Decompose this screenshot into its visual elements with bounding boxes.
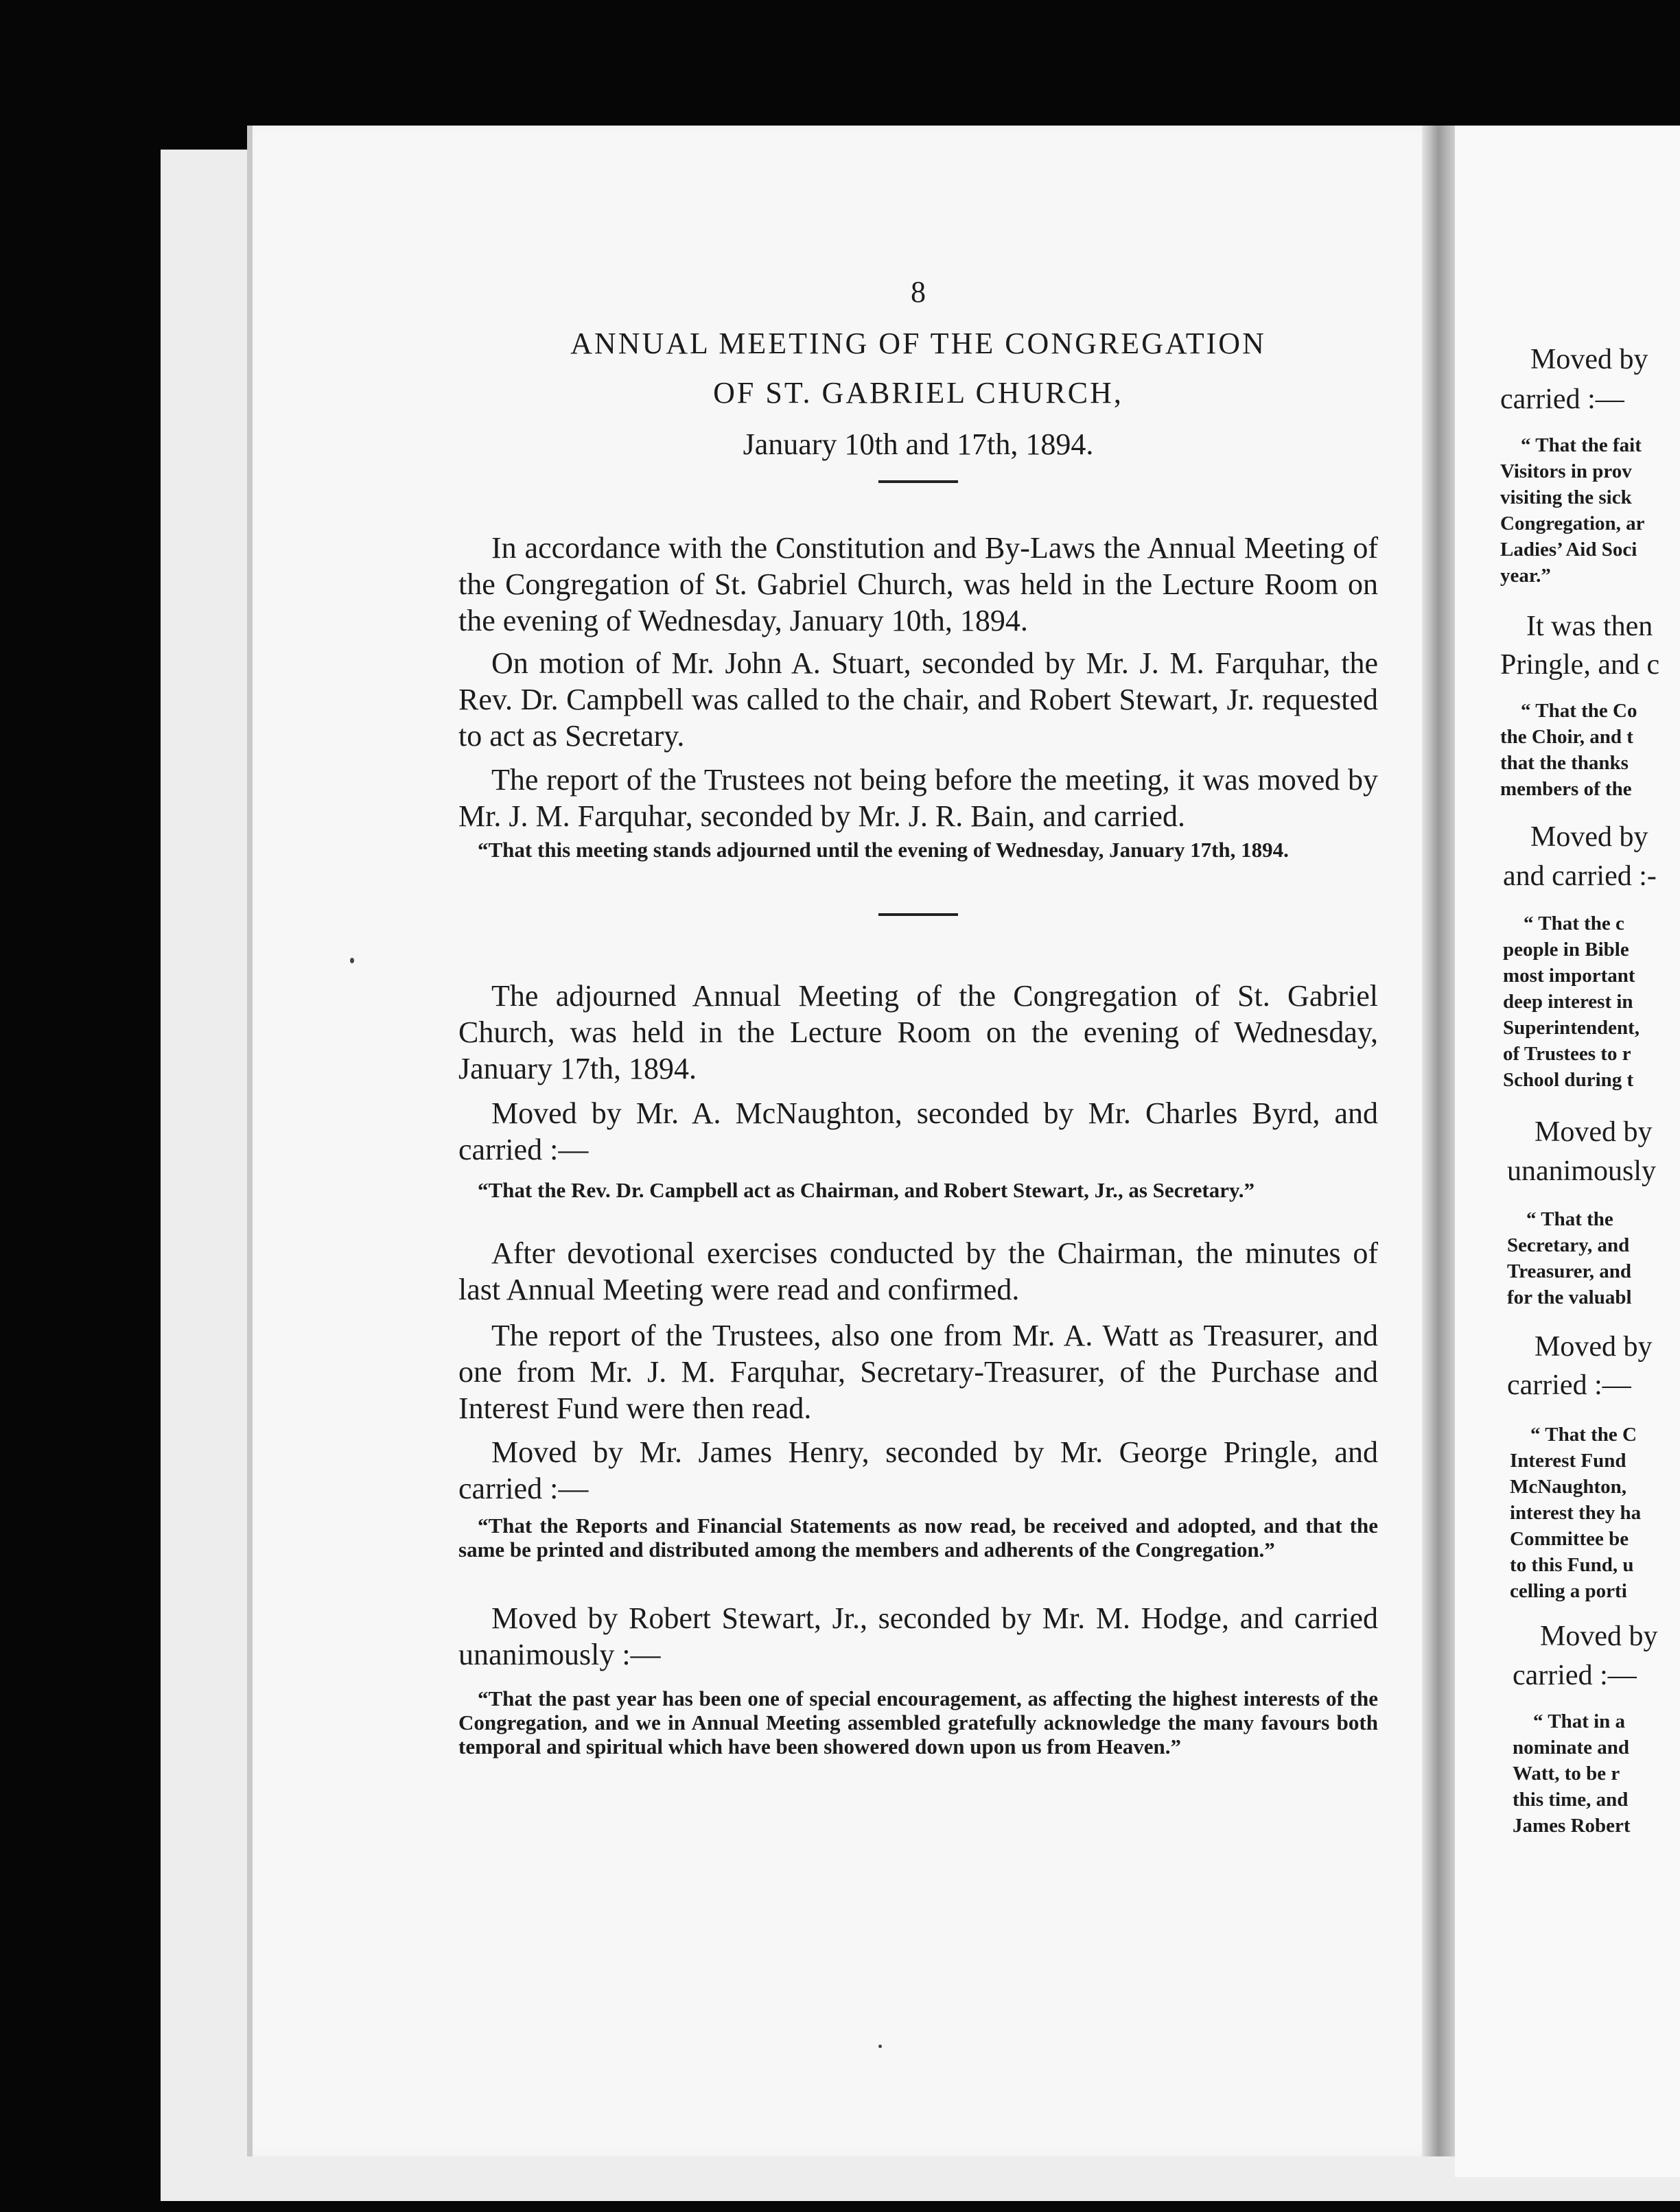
right-page-fragment — [1455, 126, 1680, 2177]
right-line: to this Fund, u — [1510, 1554, 1634, 1576]
paragraph-devotional: After devotional exercises conducted by the Chairman, the minutes of last Annual Meeting were read and confirmed. — [458, 1236, 1378, 1306]
right-line: interest they ha — [1510, 1502, 1642, 1524]
right-line: celling a porti — [1510, 1580, 1627, 1602]
right-line: of Trustees to r — [1503, 1043, 1631, 1065]
right-line: members of the — [1500, 778, 1632, 800]
right-line: for the valuabl — [1507, 1286, 1632, 1308]
right-line: Congregation, ar — [1500, 513, 1645, 534]
paragraph-motion-mcnaughton: Moved by Mr. A. McNaughton, seconded by Mr. Charles Byrd, and carried :— — [458, 1096, 1378, 1166]
left-page — [247, 126, 1460, 2156]
right-line: people in Bible — [1503, 939, 1629, 961]
right-line: carried :— — [1513, 1660, 1637, 1691]
paragraph-chair-motion: On motion of Mr. John A. Stuart, seconded by Mr. J. M. Farquhar, the Rev. Dr. Campbell was called to the chair, and Robert Stewart, Jr. requested to act as Secretary. — [458, 646, 1378, 753]
separator-rule-2 — [878, 913, 958, 916]
resolution-adjourn: “That this meeting stands adjourned until the evening of Wednesday, January 17th, 1894. — [478, 838, 1289, 862]
scan-speck — [878, 2045, 882, 2048]
right-line: “ That in a — [1533, 1710, 1626, 1732]
page-number: 8 — [911, 275, 926, 309]
page-gutter-edge — [1422, 126, 1455, 2156]
right-line: Committee be — [1510, 1528, 1629, 1550]
heading-line-1: ANNUAL MEETING OF THE CONGREGATION — [570, 327, 1266, 360]
resolution-chairman: “That the Rev. Dr. Campbell act as Chairman, and Robert Stewart, Jr., as Secretary.” — [478, 1178, 1255, 1202]
right-line: the Choir, and t — [1500, 726, 1633, 748]
meeting-dates: January 10th and 17th, 1894. — [743, 427, 1094, 461]
heading-line-2: OF ST. GABRIEL CHURCH, — [713, 376, 1123, 410]
right-line: Superintendent, — [1503, 1017, 1640, 1039]
right-line: Secretary, and — [1507, 1234, 1630, 1256]
right-line: Moved by — [1540, 1621, 1658, 1652]
paragraph-reports-read: The report of the Trustees, also one from Mr. A. Watt as Treasurer, and one from Mr. J. M. Farquhar, Secretary-Treasurer, of the Purchase and Interest Fund were then read. — [458, 1319, 1378, 1425]
right-line: year.” — [1500, 565, 1551, 587]
paragraph-constitution: In accordance with the Constitution and By-Laws the Annual Meeting of the Congregation of St. Gabriel Church, was held in the Lecture Room on the evening of Wednesday, January 10th, 1894. — [458, 531, 1378, 637]
scan-speck — [350, 958, 354, 963]
resolution-reports: “That the Reports and Financial Statements as now read, be received and adopted, and that the same be printed and distributed among the members and adherents of the Congregation.” — [458, 1514, 1378, 1562]
right-line: Moved by — [1530, 821, 1648, 853]
right-line: “ That the c — [1524, 913, 1624, 934]
right-line: Ladies’ Aid Soci — [1500, 539, 1637, 561]
right-line: most important — [1503, 965, 1635, 987]
right-line: Moved by — [1530, 344, 1648, 375]
right-line: It was then — [1526, 611, 1653, 642]
right-line: Moved by — [1535, 1116, 1653, 1148]
paragraph-trustees-report: The report of the Trustees not being before the meeting, it was moved by Mr. J. M. Farquhar, seconded by Mr. J. R. Bain, and carried. — [458, 763, 1378, 833]
paragraph-adjourned-meeting: The adjourned Annual Meeting of the Congregation of St. Gabriel Church, was held in the Lecture Room on the evening of Wednesday, January 17th, 1894. — [458, 979, 1378, 1085]
right-line: Visitors in prov — [1500, 460, 1632, 482]
right-line: James Robert — [1513, 1815, 1631, 1837]
right-line: and carried :- — [1503, 860, 1657, 892]
right-line: “ That the fait — [1521, 434, 1642, 456]
right-line: carried :— — [1500, 384, 1624, 415]
right-line: School during t — [1503, 1069, 1634, 1091]
separator-rule-1 — [878, 480, 958, 483]
resolution-thanksgiving: “That the past year has been one of special encouragement, as affecting the highest interests of the Congregation, and we in Annual Meeting assembled gratefully acknowledge the many favours both temporal and spiritual which have been showered down upon us from Heaven.” — [458, 1686, 1378, 1758]
right-line: McNaughton, — [1510, 1476, 1626, 1498]
right-line: Treasurer, and — [1507, 1260, 1632, 1282]
right-line: “ That the Co — [1521, 700, 1637, 722]
right-line: this time, and — [1513, 1789, 1629, 1811]
right-line: “ That the — [1526, 1208, 1613, 1230]
right-line: visiting the sick — [1500, 486, 1632, 508]
right-line: “ That the C — [1530, 1424, 1637, 1446]
right-line: nominate and — [1513, 1737, 1630, 1758]
right-line: Moved by — [1535, 1331, 1653, 1363]
right-line: that the thanks — [1500, 752, 1629, 774]
right-line: deep interest in — [1503, 991, 1633, 1013]
right-line: unanimously — [1507, 1155, 1656, 1187]
paragraph-motion-henry: Moved by Mr. James Henry, seconded by Mr. George Pringle, and carried :— — [458, 1435, 1378, 1505]
right-line: Watt, to be r — [1513, 1763, 1620, 1785]
right-line: carried :— — [1507, 1369, 1631, 1401]
paragraph-motion-stewart: Moved by Robert Stewart, Jr., seconded by Mr. M. Hodge, and carried unanimously :— — [458, 1601, 1378, 1671]
right-line: Pringle, and c — [1500, 649, 1660, 681]
right-line: Interest Fund — [1510, 1450, 1626, 1472]
